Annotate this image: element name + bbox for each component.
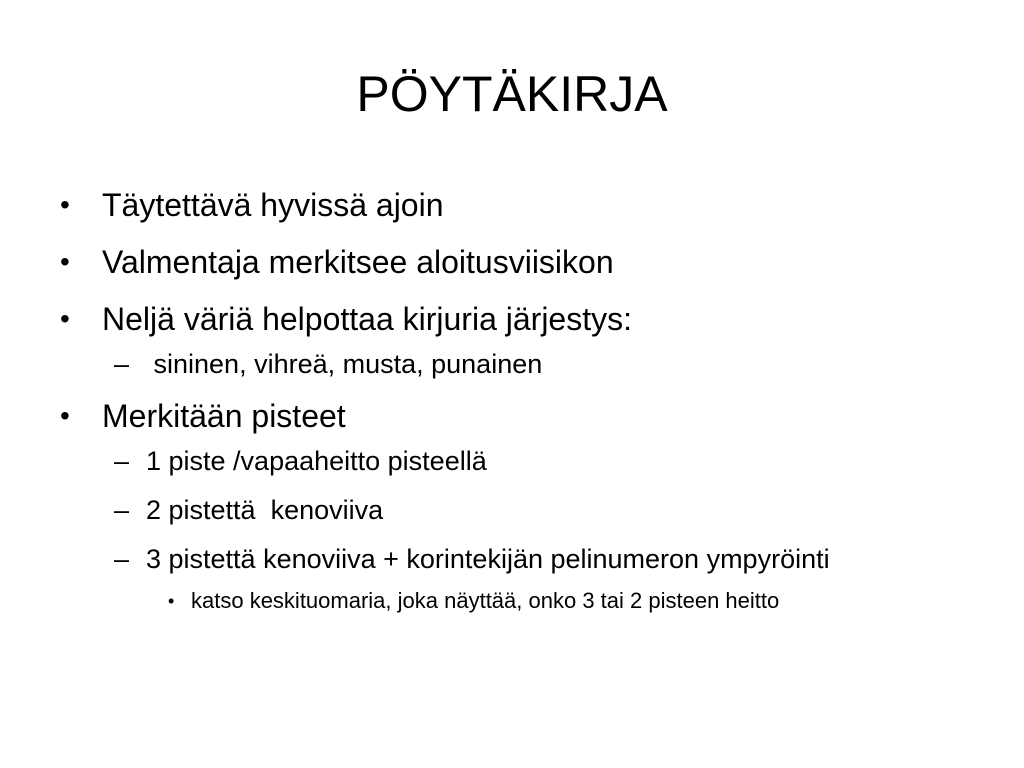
- list-item-text: 1 piste /vapaaheitto pisteellä: [146, 446, 487, 476]
- dash-marker: –: [114, 349, 130, 379]
- slide-title: PÖYTÄKIRJA: [356, 66, 668, 122]
- list-item: [60, 494, 1000, 527]
- list-item-text: sininen, vihreä, musta, punainen: [146, 349, 543, 379]
- list-item-text: Valmentaja merkitsee aloitusviisikon: [102, 244, 614, 280]
- bullet-marker: •: [168, 591, 175, 611]
- list-item-text: Merkitään pisteet: [102, 398, 346, 434]
- bullet-marker: •: [60, 189, 70, 220]
- list-item-text: katso keskituomaria, joka näyttää, onko 3 tai 2 pisteen heitto: [191, 588, 780, 613]
- bullet-marker: •: [60, 400, 70, 431]
- list-item: [60, 296, 1000, 342]
- dash-marker: –: [114, 446, 130, 476]
- bullet-marker: •: [60, 303, 70, 334]
- list-item: [60, 182, 1000, 228]
- list-item: [60, 239, 1000, 285]
- list-item: [60, 348, 1000, 381]
- list-item-text: Täytettävä hyvissä ajoin: [102, 187, 444, 223]
- dash-marker: –: [114, 495, 130, 525]
- bullet-marker: •: [60, 246, 70, 277]
- dash-marker: –: [114, 544, 130, 574]
- list-item: [60, 393, 1000, 439]
- list-item: [60, 543, 886, 576]
- list-item: [60, 445, 1000, 478]
- list-item-text: 2 pistettä kenoviiva: [146, 495, 384, 525]
- list-item: [60, 586, 1000, 616]
- list-item-text: Neljä väriä helpottaa kirjuria järjestys:: [102, 301, 632, 337]
- bullet-list: [60, 182, 1000, 616]
- list-item-text: 3 pistettä kenoviiva + korintekijän pelinumeron ympyröinti: [146, 544, 830, 574]
